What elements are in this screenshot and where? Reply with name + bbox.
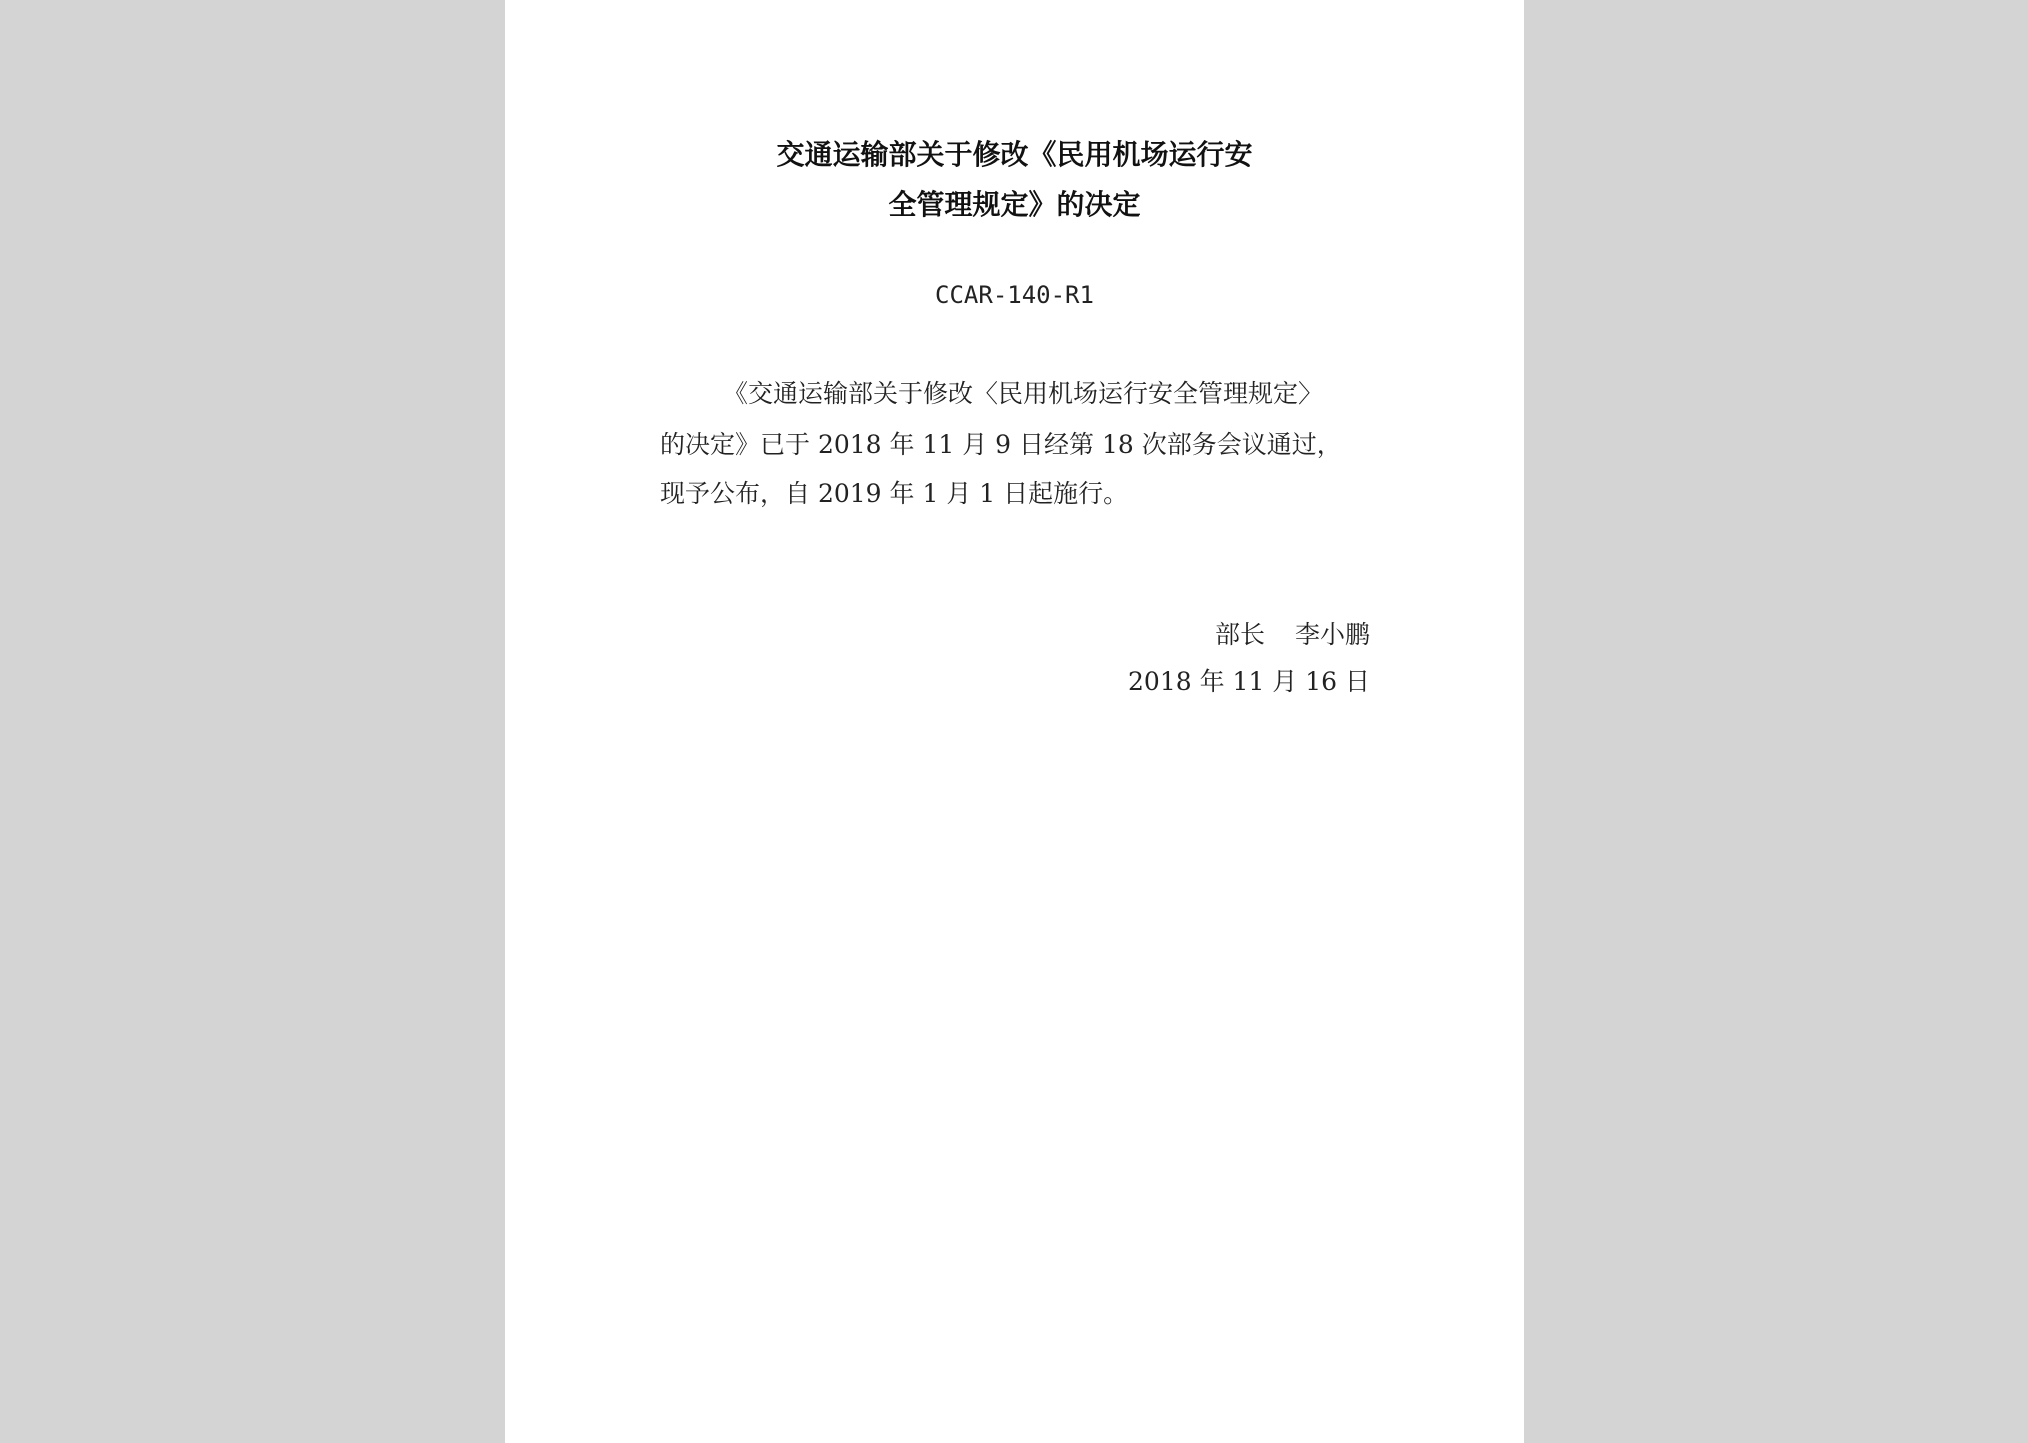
document-title-line-2: 全管理规定》的决定 [888, 188, 1141, 221]
document-page [505, 0, 1524, 1443]
signature-date: 2018 年 11 月 16 日 [1128, 667, 1370, 696]
body-text-line-3: 现予公布，自 2019 年 1 月 1 日起施行。 [660, 479, 1129, 508]
body-text-line-1: 《交通运输部关于修改〈民用机场运行安全管理规定〉 [723, 379, 1324, 408]
regulation-code: CCAR-140-R1 [935, 281, 1094, 309]
signatory-name: 李小鹏 [1294, 620, 1370, 649]
signatory-title: 部长 [1214, 620, 1265, 649]
signature-block [1215, 615, 1370, 651]
body-text-line-2: 的决定》已于 2018 年 11 月 9 日经第 18 次部务会议通过， [660, 430, 1342, 459]
document-title-line-1: 交通运输部关于修改《民用机场运行安 [776, 138, 1253, 171]
